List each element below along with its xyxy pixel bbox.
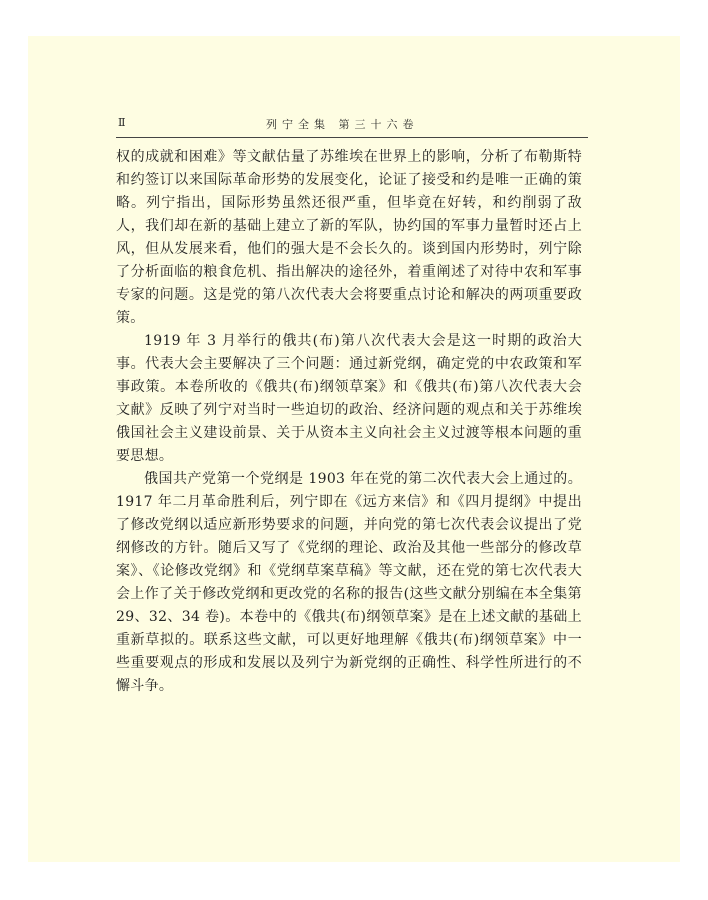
page-header — [116, 116, 588, 138]
paragraph-eighth-congress: 1919 年 3 月举行的俄共(布)第八次代表大会是这一时期的政治大事。代表大会主要解决了三个问题：通过新党纲，确定党的中农政策和军事政策。本卷所收的《俄共(布)纲领草案》和《俄共(布)第八次代表大会文献》反映了列宁对当时一些迫切的政治、经济问题的观点和关于苏维埃俄国社会主义建设前景、关于从资本主义向社会主义过渡等根本问题的重要思想。 — [116, 333, 582, 464]
paragraph-party-program: 俄国共产党第一个党纲是 1903 年在党的第二次代表大会上通过的。1917 年二月革命胜利后，列宁即在《远方来信》和《四月提纲》中提出了修改党纲以适应新形势要求的问题，并向党的第七次代表会议提出了党纲修改的方针。随后又写了《党纲的理论、政治及其他一些部分的修改草案》、《论修改党纲》和《党纲草案草稿》等文献，还在党的第七次代表大会上作了关于修改党纲和更改党的名称的报告(这些文献分别编在本全集第 29、32、34 卷)。本卷中的《俄共(布)纲领草案》是在上述文献的基础上重新草拟的。联系这些文献，可以更好地理解《俄共(布)纲领草案》中一些重要观点的形成和发展以及列宁为新党纲的正确性、科学性所进行的不懈斗争。 — [116, 471, 582, 694]
body-text — [116, 146, 582, 698]
header-rule — [116, 137, 588, 138]
running-title: 列宁全集 第三十六卷 — [266, 118, 419, 131]
paragraph-continued: 权的成就和困难》等文献估量了苏维埃在世界上的影响，分析了布勒斯特和约签订以来国际革命形势的发展变化，论证了接受和约是唯一正确的策略。列宁指出，国际形势虽然还很严重，但毕竟在好转，和约削弱了敌人，我们却在新的基础上建立了新的军队，协约国的军事力量暂时还占上风，但从发展来看，他们的强大是不会长久的。谈到国内形势时，列宁除了分析面临的粮食危机、指出解决的途径外，着重阐述了对待中农和军事专家的问题。这是党的第八次代表大会将要重点讨论和解决的两项重要政策。 — [116, 149, 582, 326]
page-number: Ⅱ — [118, 116, 126, 129]
